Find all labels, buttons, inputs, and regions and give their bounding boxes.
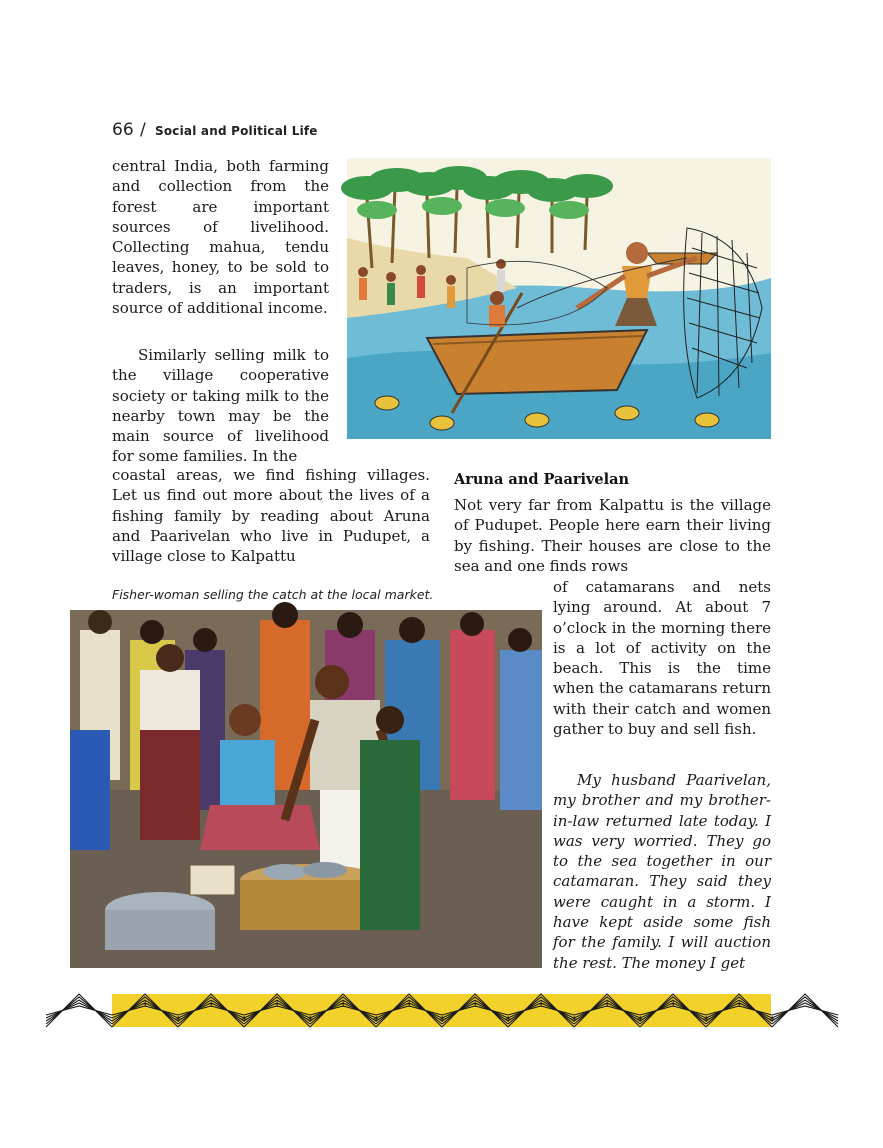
section-paragraph-1: Not very far from Kalpattu is the village of Pudupet. People here earn their living by fishing. Their houses are close to the sea and one finds rows [454, 496, 771, 575]
fishing-scene-illustration [347, 158, 771, 439]
body-paragraph-2: Similarly selling milk to the village cooperative society or taking milk to the nearby town may be the main source of livelihood for some families. In the [112, 346, 329, 466]
border-ornament: + [570, 1014, 579, 1025]
header-separator: / [140, 120, 146, 140]
page-number: 66 [112, 120, 134, 140]
decorative-border [112, 994, 777, 1027]
border-ornament: + [372, 1014, 381, 1025]
fishing-scene-drawing [347, 158, 771, 439]
border-ornament: + [603, 999, 612, 1010]
border-ornament: + [636, 1014, 645, 1025]
border-ornament: + [273, 999, 282, 1010]
section-quote: My husband Paarivelan, my brother and my brother-in-law returned late today. I was very worried. They go to the sea together in our catamaran. They said they were caught in a storm. I have kept aside some fish for the family. I will auction the rest. The money I get [553, 771, 771, 972]
border-ornament: + [174, 1014, 183, 1025]
border-ornament: + [537, 999, 546, 1010]
border-ornament: + [438, 1014, 447, 1025]
zigzag-border-pattern [112, 994, 777, 1027]
body-paragraph-1: central India, both farming and collection from the forest are important sources of livelihood. Collecting mahua, tendu leaves, honey, to be sold to traders, is an important source of additional income. [112, 157, 329, 318]
border-ornament: + [306, 1014, 315, 1025]
section-heading: Aruna and Paarivelan [454, 471, 630, 488]
border-ornament: + [735, 999, 744, 1010]
border-ornament: + [471, 999, 480, 1010]
section-paragraph-2: of catamarans and nets lying around. At about 7 o’clock in the morning there is a lot of activity on the beach. This is the time when the catamarans return with their catch and women gather to buy and sell fish. [553, 578, 771, 739]
book-title: Social and Political Life [155, 124, 318, 138]
border-ornament: + [240, 1014, 249, 1025]
border-ornament: + [669, 999, 678, 1010]
border-ornament: + [768, 1014, 777, 1025]
fish-market-photo [70, 610, 542, 968]
body-paragraph-3: coastal areas, we find fishing villages. Let us find out more about the lives of a fishing family by reading about Aruna and Paarivelan who live in Pudupet, a village close to Kalpattu [112, 466, 430, 566]
border-ornament: + [141, 999, 150, 1010]
border-ornament: + [339, 999, 348, 1010]
fish-market-photo-drawing [70, 610, 542, 968]
photo-caption: Fisher-woman selling the catch at the local market. [112, 587, 434, 602]
border-ornament: + [702, 1014, 711, 1025]
border-ornament: + [207, 999, 216, 1010]
border-ornament: + [405, 999, 414, 1010]
border-ornament: + [504, 1014, 513, 1025]
